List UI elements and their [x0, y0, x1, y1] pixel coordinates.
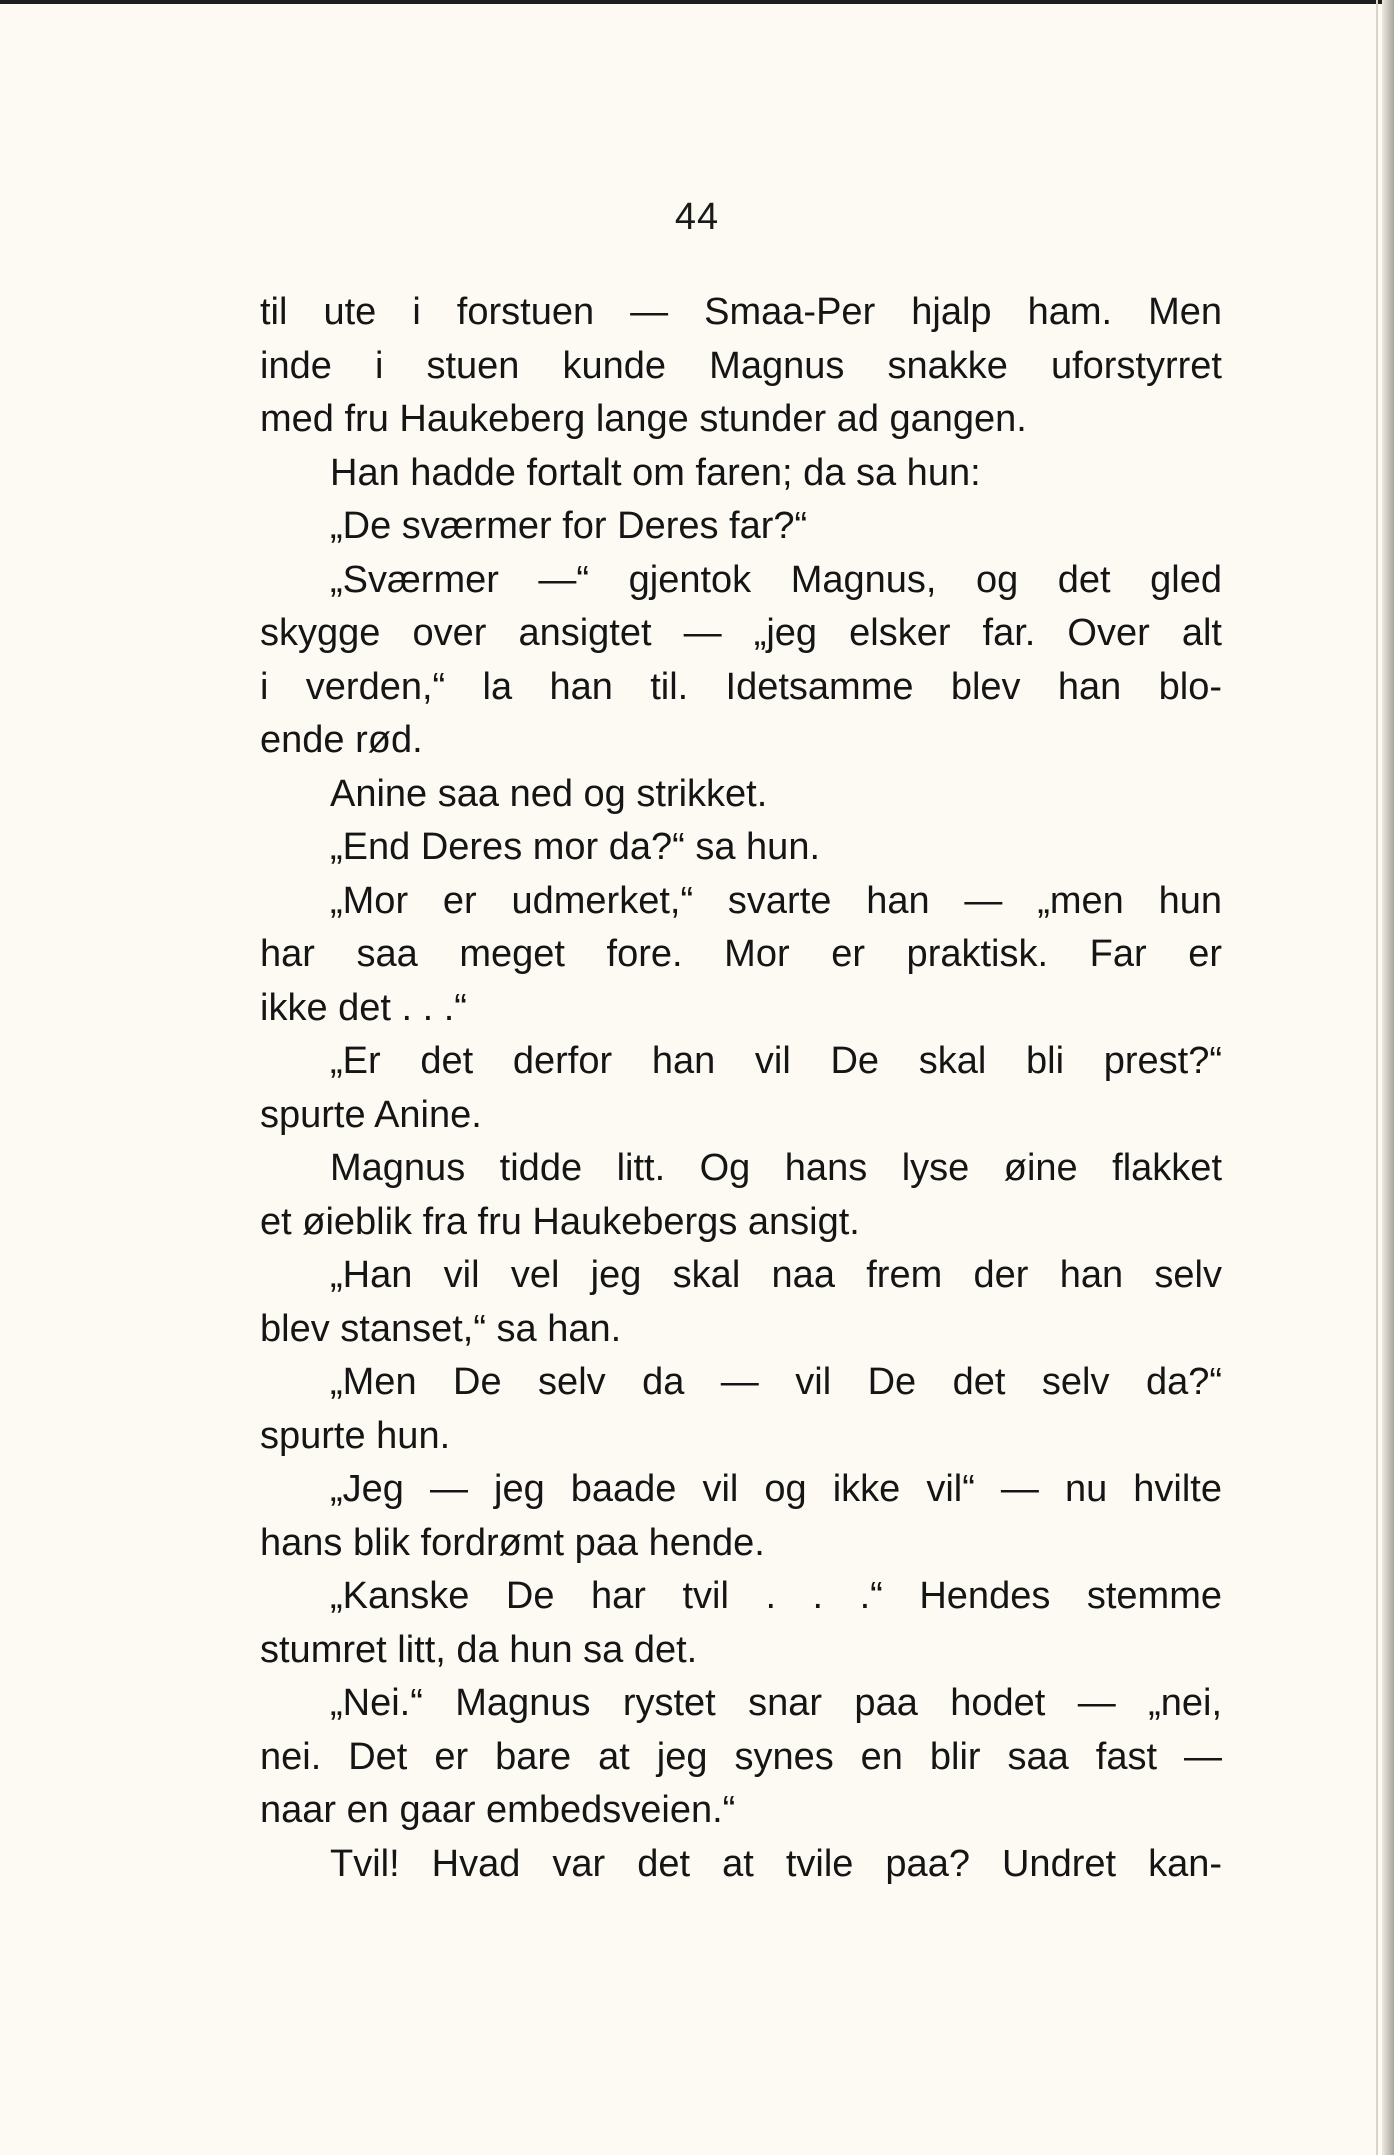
text-line: skygge over ansigtet — „jeg elsker far. Over alt [260, 612, 1222, 654]
text-line: inde i stuen kunde Magnus snakke uforstyrret [260, 344, 1222, 387]
text-line: „Nei.“ Magnus rystet snar paa hodet — „nei, [330, 1682, 1222, 1724]
text-line: „Mor er udmerket,“ svarte han — „men hun [330, 879, 1222, 922]
text-line: stumret litt, da hun sa det. [260, 1628, 698, 1671]
text-line: „Kanske De har tvil . . .“ Hendes stemme [330, 1575, 1222, 1617]
text-line: „Han vil vel jeg skal naa frem der han selv [330, 1254, 1222, 1296]
text-line: Magnus tidde litt. Og hans lyse øine flakket [330, 1147, 1222, 1189]
text-line: Tvil! Hvad var det at tvile paa? Undret kan- [330, 1842, 1222, 1885]
text-line: „Sværmer —“ gjentok Magnus, og det gled [330, 558, 1222, 601]
text-line: hans blik fordrømt paa hende. [260, 1521, 765, 1564]
text-line: spurte Anine. [260, 1093, 482, 1136]
text-line: nei. Det er bare at jeg synes en blir saa fast — [260, 1735, 1222, 1778]
text-line: har saa meget fore. Mor er praktisk. Far er [260, 933, 1222, 975]
text-line: Anine saa ned og strikket. [330, 772, 768, 815]
page-top-edge [0, 0, 1394, 4]
text-line: „End Deres mor da?“ sa hun. [330, 826, 821, 868]
text-line: „Men De selv da — vil De det selv da?“ [330, 1361, 1222, 1403]
page-number: 44 [674, 196, 720, 238]
text-line: „Er det derfor han vil De skal bli prest?“ [330, 1040, 1222, 1082]
text-line: ikke det . . .“ [260, 986, 467, 1029]
text-line: „Jeg — jeg baade vil og ikke vil“ — nu hvilte [330, 1468, 1222, 1510]
text-line: Han hadde fortalt om faren; da sa hun: [330, 451, 981, 494]
text-line: et øieblik fra fru Haukebergs ansigt. [260, 1200, 860, 1243]
text-line: til ute i forstuen — Smaa-Per hjalp ham. Men [260, 291, 1222, 333]
text-line: spurte hun. [260, 1414, 451, 1457]
text-line: i verden,“ la han til. Idetsamme blev han blo- [260, 665, 1222, 708]
text-line: blev stanset,“ sa han. [260, 1307, 622, 1350]
text-line: „De sværmer for Deres far?“ [330, 505, 808, 547]
body-text [260, 286, 1222, 1891]
text-line: naar en gaar embedsveien.“ [260, 1789, 736, 1831]
page-right-edge [1382, 0, 1394, 2155]
text-line: ende rød. [260, 719, 423, 761]
page-right-shadow-line [1376, 0, 1378, 2155]
text-line: med fru Haukeberg lange stunder ad gangen. [260, 398, 1027, 440]
